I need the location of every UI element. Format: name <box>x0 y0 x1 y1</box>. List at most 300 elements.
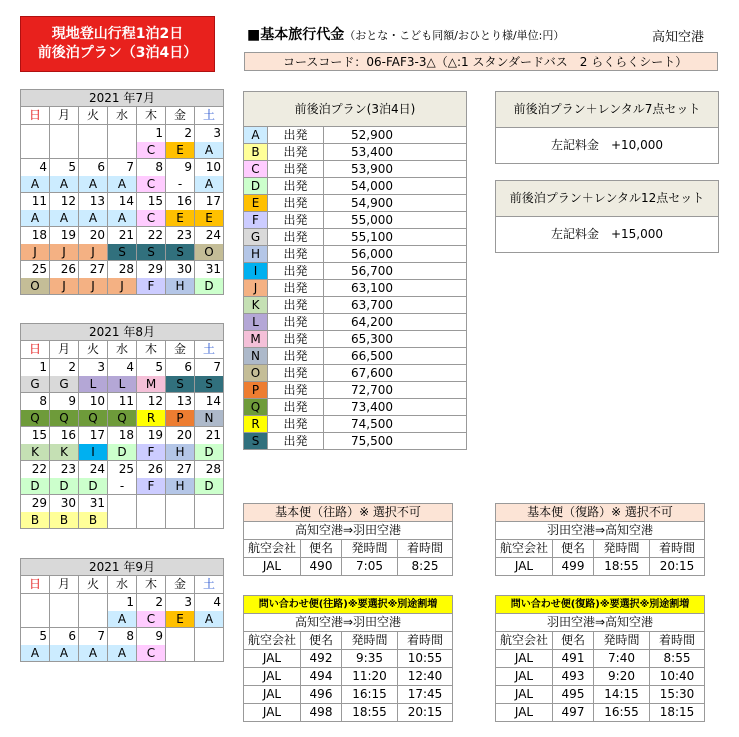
flight-row <box>244 704 453 722</box>
calendar-day: 5 <box>137 359 166 377</box>
calendar-month <box>20 89 224 295</box>
weekday-label: 月 <box>50 107 79 125</box>
calendar-code: Q <box>108 410 137 427</box>
weekday-label: 日 <box>21 576 50 594</box>
calendar-code <box>195 645 224 662</box>
price-code: M <box>244 331 268 348</box>
price-code: G <box>244 229 268 246</box>
flight-col-header: 便名 <box>301 632 342 650</box>
calendar-code <box>166 512 195 529</box>
price-depart-label: 出発 <box>268 399 324 416</box>
calendar-day <box>50 125 79 143</box>
flight-title: 基本便（往路）※ 選択不可 <box>244 504 453 522</box>
price-code: K <box>244 297 268 314</box>
calendar-code: C <box>137 645 166 662</box>
flight-cell: 18:15 <box>650 704 705 722</box>
rental-price: 左記料金 +15,000 <box>550 227 664 241</box>
calendar-day <box>50 594 79 612</box>
calendar-day: 27 <box>79 261 108 279</box>
price-value: 74,500 <box>324 416 467 433</box>
price-depart-label: 出発 <box>268 178 324 195</box>
calendar-title: 2021 年9月 <box>21 559 224 576</box>
calendar-day: 30 <box>50 495 79 513</box>
calendar-code: F <box>137 278 166 295</box>
price-code: E <box>244 195 268 212</box>
price-code: Q <box>244 399 268 416</box>
calendar-day: 29 <box>137 261 166 279</box>
price-depart-label: 出発 <box>268 195 324 212</box>
calendar-day: 1 <box>21 359 50 377</box>
calendar-day: 8 <box>137 159 166 177</box>
flight-title: 基本便（復路）※ 選択不可 <box>496 504 705 522</box>
fare-heading-main: ■基本旅行代金 <box>247 27 345 43</box>
calendar-code: - <box>166 176 195 193</box>
weekday-label: 木 <box>137 576 166 594</box>
flight-cell: 8:25 <box>398 558 453 576</box>
calendar-code: D <box>108 444 137 461</box>
flight-cell: JAL <box>244 558 301 576</box>
flight-col-header: 発時間 <box>594 540 650 558</box>
flight-cell: JAL <box>496 668 553 686</box>
calendar-day: 31 <box>79 495 108 513</box>
price-row <box>244 348 467 365</box>
price-value: 54,000 <box>324 178 467 195</box>
flight-title: 問い合わせ便(往路)※要選択※別途割増 <box>244 596 453 614</box>
calendar-code: H <box>166 444 195 461</box>
plan-title-line1: 現地登山行程1泊2日 <box>51 26 184 42</box>
flight-cell: JAL <box>244 686 301 704</box>
flight-cell: 497 <box>553 704 594 722</box>
calendar-day: 14 <box>108 193 137 211</box>
calendar-code <box>21 142 50 159</box>
calendar-day <box>195 495 224 513</box>
flight-route: 高知空港⇒羽田空港 <box>244 522 453 540</box>
flight-col-header: 便名 <box>553 632 594 650</box>
calendar-code: A <box>50 176 79 193</box>
price-depart-label: 出発 <box>268 382 324 399</box>
departure-airport: 高知空港 <box>652 30 705 45</box>
calendar-day <box>108 495 137 513</box>
calendar-day: 6 <box>166 359 195 377</box>
course-code: コースコード：06-FAF3-3△（△:1 スタンダードバス 2 らくらくシート） <box>244 52 718 71</box>
flight-row <box>244 668 453 686</box>
calendar-code: P <box>166 410 195 427</box>
calendar-day: 7 <box>79 628 108 646</box>
calendar-code: J <box>21 244 50 261</box>
flight-cell: JAL <box>496 558 553 576</box>
flight-cell: 9:35 <box>342 650 398 668</box>
calendar-day: 13 <box>79 193 108 211</box>
weekday-label: 月 <box>50 341 79 359</box>
calendar-code <box>79 142 108 159</box>
flight-cell: 20:15 <box>650 558 705 576</box>
price-code: N <box>244 348 268 365</box>
flight-col-header: 発時間 <box>594 632 650 650</box>
calendar-code: J <box>50 244 79 261</box>
calendar-code: O <box>195 244 224 261</box>
calendar-code: G <box>50 376 79 393</box>
calendar-code: A <box>195 176 224 193</box>
price-value: 53,400 <box>324 144 467 161</box>
price-code: O <box>244 365 268 382</box>
weekday-label: 水 <box>108 107 137 125</box>
price-table-header: 前後泊プラン(3泊4日) <box>244 92 467 127</box>
calendar-code: A <box>79 176 108 193</box>
flight-cell: 493 <box>553 668 594 686</box>
calendar-day <box>21 594 50 612</box>
calendar-day: 13 <box>166 393 195 411</box>
calendar-day: 4 <box>21 159 50 177</box>
rental-box <box>495 91 719 164</box>
flight-col-header: 航空会社 <box>496 632 553 650</box>
flight-cell: 18:55 <box>342 704 398 722</box>
flight-cell: 496 <box>301 686 342 704</box>
calendar-code: D <box>50 478 79 495</box>
calendar-day: 2 <box>50 359 79 377</box>
flight-table <box>495 503 705 576</box>
price-row <box>244 263 467 280</box>
calendar-day: 22 <box>137 227 166 245</box>
flight-row <box>496 704 705 722</box>
calendar-code: E <box>166 142 195 159</box>
price-depart-label: 出発 <box>268 314 324 331</box>
calendar-code: J <box>79 278 108 295</box>
price-value: 65,300 <box>324 331 467 348</box>
weekday-label: 土 <box>195 576 224 594</box>
calendar-code: S <box>166 244 195 261</box>
calendar-day: 12 <box>137 393 166 411</box>
flight-row <box>244 650 453 668</box>
calendar-day: 28 <box>108 261 137 279</box>
flight-col-header: 着時間 <box>398 540 453 558</box>
calendar-day: 15 <box>21 427 50 445</box>
price-row <box>244 246 467 263</box>
flight-cell: 491 <box>553 650 594 668</box>
price-row <box>244 416 467 433</box>
calendar-code: A <box>21 176 50 193</box>
calendar-day: 1 <box>137 125 166 143</box>
calendar-day: 10 <box>195 159 224 177</box>
fare-heading-sub: （おとな・こども同額/おひとり様/単位:円） <box>344 29 565 42</box>
calendar-code: K <box>21 444 50 461</box>
price-depart-label: 出発 <box>268 280 324 297</box>
price-depart-label: 出発 <box>268 433 324 450</box>
calendar-code <box>79 611 108 628</box>
price-code: D <box>244 178 268 195</box>
price-value: 73,400 <box>324 399 467 416</box>
calendar-code: D <box>195 478 224 495</box>
price-value: 53,900 <box>324 161 467 178</box>
price-table <box>243 91 467 450</box>
flight-col-header: 便名 <box>301 540 342 558</box>
calendar-day <box>79 125 108 143</box>
flight-cell: 14:15 <box>594 686 650 704</box>
price-depart-label: 出発 <box>268 127 324 144</box>
calendar-day <box>195 628 224 646</box>
flight-cell: JAL <box>496 704 553 722</box>
price-value: 52,900 <box>324 127 467 144</box>
price-code: A <box>244 127 268 144</box>
calendar-month <box>20 323 224 529</box>
calendar-day: 17 <box>195 193 224 211</box>
calendar-day: 8 <box>108 628 137 646</box>
flight-title: 問い合わせ便(復路)※要選択※別途割増 <box>496 596 705 614</box>
weekday-label: 火 <box>79 107 108 125</box>
calendar-code: A <box>79 210 108 227</box>
calendar-code <box>195 512 224 529</box>
calendar-day: 16 <box>50 427 79 445</box>
calendar-code <box>50 611 79 628</box>
calendar-day: 26 <box>50 261 79 279</box>
calendar-code: G <box>21 376 50 393</box>
flight-cell: 10:55 <box>398 650 453 668</box>
calendar-code: B <box>21 512 50 529</box>
calendar-code: I <box>79 444 108 461</box>
price-depart-label: 出発 <box>268 229 324 246</box>
price-code: B <box>244 144 268 161</box>
flight-route: 羽田空港⇒高知空港 <box>496 522 705 540</box>
weekday-label: 火 <box>79 341 108 359</box>
flight-route: 高知空港⇒羽田空港 <box>244 614 453 632</box>
calendar-code: F <box>137 444 166 461</box>
calendar-day: 5 <box>21 628 50 646</box>
calendar-code: C <box>137 210 166 227</box>
calendar-code: Q <box>21 410 50 427</box>
weekday-label: 日 <box>21 107 50 125</box>
calendar-day: 4 <box>108 359 137 377</box>
calendar-day <box>108 125 137 143</box>
calendar-code: S <box>137 244 166 261</box>
price-row <box>244 161 467 178</box>
flight-row <box>496 558 705 576</box>
calendar-code: A <box>108 611 137 628</box>
rental-header: 前後泊プラン＋レンタル12点セット <box>496 181 718 217</box>
flight-cell: 7:40 <box>594 650 650 668</box>
calendar-day: 6 <box>79 159 108 177</box>
flight-col-header: 航空会社 <box>244 540 301 558</box>
price-depart-label: 出発 <box>268 416 324 433</box>
calendar-day: 28 <box>195 461 224 479</box>
flight-cell: 7:05 <box>342 558 398 576</box>
calendar-month <box>20 558 224 662</box>
weekday-label: 金 <box>166 576 195 594</box>
calendar-code: D <box>21 478 50 495</box>
flight-cell: 11:20 <box>342 668 398 686</box>
flight-cell: JAL <box>244 668 301 686</box>
calendar-day: 12 <box>50 193 79 211</box>
flight-cell: JAL <box>496 686 553 704</box>
calendar-code: E <box>195 210 224 227</box>
flight-cell: 8:55 <box>650 650 705 668</box>
flight-table <box>243 503 453 576</box>
flight-col-header: 発時間 <box>342 540 398 558</box>
price-row <box>244 365 467 382</box>
calendar-code: D <box>79 478 108 495</box>
calendar-day: 9 <box>166 159 195 177</box>
price-depart-label: 出発 <box>268 331 324 348</box>
calendar-code: A <box>50 210 79 227</box>
calendar-code: A <box>21 210 50 227</box>
calendar-day: 17 <box>79 427 108 445</box>
calendar-day: 6 <box>50 628 79 646</box>
calendar-code: S <box>195 376 224 393</box>
price-code: L <box>244 314 268 331</box>
flight-table <box>495 595 705 722</box>
calendar-day: 24 <box>79 461 108 479</box>
calendar-code: H <box>166 478 195 495</box>
price-value: 56,700 <box>324 263 467 280</box>
calendar-day: 11 <box>108 393 137 411</box>
flight-cell: 12:40 <box>398 668 453 686</box>
flight-cell: 495 <box>553 686 594 704</box>
calendar-day: 9 <box>137 628 166 646</box>
calendar-code <box>108 512 137 529</box>
flight-cell: 492 <box>301 650 342 668</box>
calendar-code: A <box>50 645 79 662</box>
calendar-code: B <box>79 512 108 529</box>
calendar-code: A <box>195 142 224 159</box>
price-depart-label: 出発 <box>268 212 324 229</box>
fare-heading <box>247 24 564 44</box>
calendar-code: Q <box>79 410 108 427</box>
price-value: 55,100 <box>324 229 467 246</box>
price-row <box>244 331 467 348</box>
calendar-code: A <box>108 645 137 662</box>
flight-cell: JAL <box>244 650 301 668</box>
weekday-label: 水 <box>108 576 137 594</box>
calendar-day: 31 <box>195 261 224 279</box>
calendar-code: C <box>137 142 166 159</box>
flight-row <box>244 686 453 704</box>
calendar-code: R <box>137 410 166 427</box>
flight-col-header: 着時間 <box>650 540 705 558</box>
flight-row <box>496 686 705 704</box>
price-value: 55,000 <box>324 212 467 229</box>
price-code: S <box>244 433 268 450</box>
calendar-day: 27 <box>166 461 195 479</box>
calendar-code: A <box>79 645 108 662</box>
calendar-code <box>21 611 50 628</box>
price-row <box>244 127 467 144</box>
price-row <box>244 433 467 450</box>
price-depart-label: 出発 <box>268 246 324 263</box>
price-row <box>244 195 467 212</box>
calendar-code: C <box>137 176 166 193</box>
flight-cell: JAL <box>496 650 553 668</box>
calendar-title: 2021 年8月 <box>21 324 224 341</box>
price-row <box>244 399 467 416</box>
flight-cell: 20:15 <box>398 704 453 722</box>
weekday-label: 木 <box>137 341 166 359</box>
price-value: 64,200 <box>324 314 467 331</box>
flight-row <box>244 558 453 576</box>
flight-cell: 17:45 <box>398 686 453 704</box>
calendar-day: 18 <box>21 227 50 245</box>
calendar-code: - <box>108 478 137 495</box>
flight-table <box>243 595 453 722</box>
rental-price: 左記料金 +10,000 <box>550 138 664 152</box>
calendar-code: E <box>166 611 195 628</box>
calendar-day: 15 <box>137 193 166 211</box>
calendar-day: 3 <box>166 594 195 612</box>
price-depart-label: 出発 <box>268 348 324 365</box>
weekday-label: 土 <box>195 341 224 359</box>
calendar-day: 14 <box>195 393 224 411</box>
weekday-label: 火 <box>79 576 108 594</box>
flight-cell: 10:40 <box>650 668 705 686</box>
calendar-code: Q <box>50 410 79 427</box>
price-row <box>244 178 467 195</box>
price-value: 72,700 <box>324 382 467 399</box>
calendar-code: E <box>166 210 195 227</box>
price-row <box>244 314 467 331</box>
weekday-label: 月 <box>50 576 79 594</box>
price-value: 66,500 <box>324 348 467 365</box>
weekday-label: 金 <box>166 341 195 359</box>
calendar-day: 25 <box>21 261 50 279</box>
calendar-day: 2 <box>166 125 195 143</box>
calendar-code: D <box>195 444 224 461</box>
calendar-code <box>137 512 166 529</box>
price-code: C <box>244 161 268 178</box>
calendar-code: H <box>166 278 195 295</box>
calendar-code <box>50 142 79 159</box>
calendar-day: 2 <box>137 594 166 612</box>
rental-header: 前後泊プラン＋レンタル7点セット <box>496 92 718 128</box>
calendar-day: 1 <box>108 594 137 612</box>
calendar-day: 29 <box>21 495 50 513</box>
price-depart-label: 出発 <box>268 297 324 314</box>
calendar-day <box>79 594 108 612</box>
calendar-code: A <box>108 176 137 193</box>
weekday-label: 日 <box>21 341 50 359</box>
calendar-day: 23 <box>166 227 195 245</box>
plan-title-box <box>20 16 215 72</box>
price-depart-label: 出発 <box>268 161 324 178</box>
flight-cell: 494 <box>301 668 342 686</box>
plan-title-line2: 前後泊プラン（3泊4日） <box>37 45 198 61</box>
calendar-day: 11 <box>21 193 50 211</box>
calendar-title: 2021 年7月 <box>21 90 224 107</box>
flight-col-header: 着時間 <box>650 632 705 650</box>
price-row <box>244 229 467 246</box>
price-depart-label: 出発 <box>268 263 324 280</box>
calendar-code: J <box>50 278 79 295</box>
flight-col-header: 着時間 <box>398 632 453 650</box>
calendar-code: M <box>137 376 166 393</box>
calendar-day: 23 <box>50 461 79 479</box>
price-depart-label: 出発 <box>268 365 324 382</box>
calendar-day: 21 <box>108 227 137 245</box>
price-value: 75,500 <box>324 433 467 450</box>
price-code: R <box>244 416 268 433</box>
price-code: H <box>244 246 268 263</box>
calendar-day <box>21 125 50 143</box>
calendar-day: 16 <box>166 193 195 211</box>
calendar-code: A <box>21 645 50 662</box>
calendar-code: F <box>137 478 166 495</box>
calendar-code: J <box>108 278 137 295</box>
price-code: P <box>244 382 268 399</box>
flight-cell: JAL <box>244 704 301 722</box>
weekday-label: 金 <box>166 107 195 125</box>
calendar-day: 26 <box>137 461 166 479</box>
calendar-day: 3 <box>79 359 108 377</box>
calendar-day: 9 <box>50 393 79 411</box>
calendar-code: B <box>50 512 79 529</box>
calendar-day: 24 <box>195 227 224 245</box>
price-row <box>244 382 467 399</box>
